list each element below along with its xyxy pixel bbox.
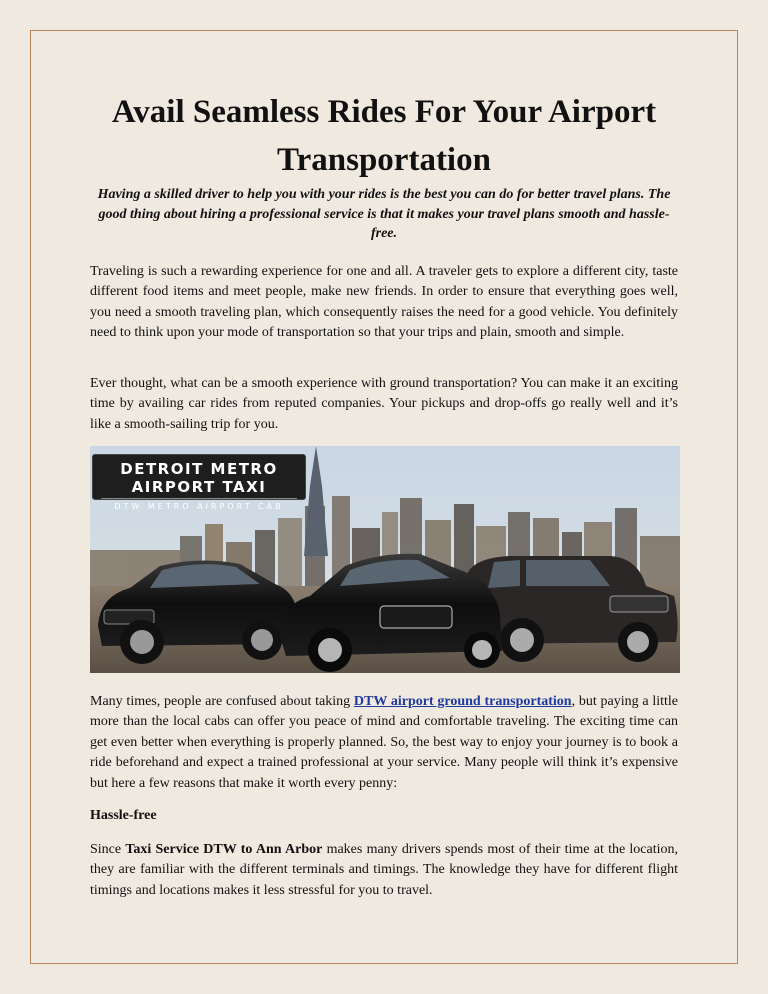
paragraph-text: Since bbox=[90, 842, 126, 857]
heading-hassle-free: Hassle-free bbox=[90, 808, 157, 823]
paragraph-traveling: Traveling is such a rewarding experience for one and all. A traveler gets to explore a different city, taste different food items and meet people, make new friends. In order to ensure that everything goes well, you need a smooth traveling plan, which consequently raises the need for a good vehicle. You definitely need to think upon your mode of transportation so that your trips and plain, smooth and simple. bbox=[90, 264, 678, 341]
company-logo bbox=[92, 454, 306, 511]
logo-title: DETROIT METRO AIRPORT TAXI bbox=[101, 460, 297, 499]
paragraph-text: makes many drivers spends most of their time at the location, they are familiar with the different terminals and timings. The knowledge they have for different flight timings and locations makes it less stressful for you to travel. bbox=[90, 842, 679, 898]
dtw-ground-transportation-link[interactable]: DTW airport ground transportation bbox=[353, 694, 572, 709]
hero-image-cars-skyline bbox=[90, 446, 680, 673]
logo-subtitle: DTW METRO AIRPORT CAB bbox=[114, 502, 284, 511]
paragraph-ground-transportation: Ever thought, what can be a smooth experience with ground transportation? You can make it an exciting time by availing car rides from reputed companies. Your pickups and drop-offs go really well and it’s like a smooth-sailing trip for you. bbox=[90, 376, 678, 432]
paragraph-dtw-transportation bbox=[90, 692, 678, 794]
paragraph-text: , but paying a little more than the local cabs can offer you peace of mind and comfortable traveling. The exciting time can get even better when everything is properly planned. So, the best way to enjoy your journey is to book a ride beforehand and expect a trained professional at your service. Many people will think it’s expensive but here a few reasons that make it worth every penny: bbox=[90, 694, 679, 791]
paragraph-text: Many times, people are confused about taking bbox=[90, 694, 354, 709]
intro-subtitle: Having a skilled driver to help you with your rides is the best you can do for better travel plans. The good thing about hiring a professional service is that it makes your travel plans smooth and hassle-free. bbox=[97, 187, 671, 241]
paragraph-taxi-service bbox=[90, 840, 678, 901]
page-title: Avail Seamless Rides For Your Airport Transportation bbox=[111, 94, 657, 178]
taxi-service-keyword: Taxi Service DTW to Ann Arbor bbox=[125, 842, 323, 857]
